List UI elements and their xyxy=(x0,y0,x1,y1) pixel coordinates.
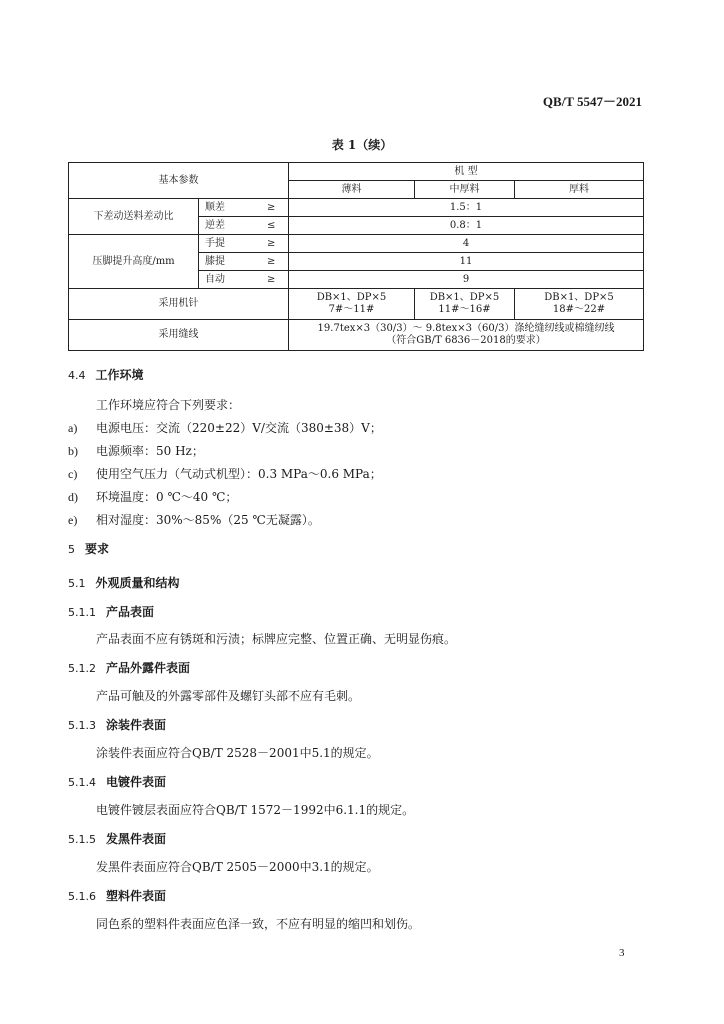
row-value: 0.8：1 xyxy=(289,217,644,235)
section-5-heading xyxy=(68,540,109,557)
section-number: 5.1.6 xyxy=(68,890,96,903)
list-item xyxy=(68,511,320,528)
section-title: 外观质量和结构 xyxy=(95,576,180,590)
row-group-label: 下差动送料差动比 xyxy=(69,199,199,235)
section-number: 5.1 xyxy=(68,577,86,590)
section-number: 5.1.2 xyxy=(68,662,96,675)
list-text: 环境温度：0 ℃～40 ℃； xyxy=(96,490,238,504)
section-number: 5 xyxy=(68,543,75,556)
spec-table xyxy=(68,162,644,351)
table-title: 表 1（续） xyxy=(331,138,393,152)
needle-line1: DB×1、DP×5 xyxy=(316,292,387,303)
section-title: 要求 xyxy=(85,542,110,556)
row-symbol: ≥ xyxy=(255,235,289,253)
col-header-medium: 中厚料 xyxy=(415,181,515,199)
needle-line1: DB×1、DP×5 xyxy=(429,292,500,303)
row-sub-label: 自动 xyxy=(199,271,255,289)
section-title: 塑料件表面 xyxy=(106,889,167,903)
section-number: 5.1.5 xyxy=(68,833,96,846)
list-item xyxy=(68,442,204,459)
subsection-heading xyxy=(68,603,154,620)
subsection-heading xyxy=(68,659,190,676)
list-item xyxy=(68,419,382,436)
subsection-text: 发黑件表面应符合QB/T 2505－2000中3.1的规定。 xyxy=(96,860,379,874)
thread-label: 采用缝线 xyxy=(69,320,289,351)
basic-params-header: 基本参数 xyxy=(69,163,289,199)
needle-line2: 18#～22# xyxy=(552,304,606,315)
section-title: 产品外露件表面 xyxy=(106,661,191,675)
row-symbol: ≤ xyxy=(255,217,289,235)
needle-label: 采用机针 xyxy=(69,289,289,320)
subsection-text: 涂装件表面应符合QB/T 2528－2001中5.1的规定。 xyxy=(96,746,379,760)
section-title: 发黑件表面 xyxy=(106,832,167,846)
section-number: 5.1.1 xyxy=(68,606,96,619)
subsection-text: 同色系的塑料件表面应色泽一致，不应有明显的缩凹和划伤。 xyxy=(96,917,421,931)
subsection-heading xyxy=(68,830,166,847)
row-sub-label: 顺差 xyxy=(199,199,255,217)
thread-cell xyxy=(289,320,644,351)
row-sub-label: 手提 xyxy=(199,235,255,253)
thread-line1: 19.7tex×3（30/3）～ 9.8tex×3（60/3）涤纶缝纫线或棉缝纫线 xyxy=(317,323,615,334)
needle-cell-medium xyxy=(415,289,515,320)
list-label: d) xyxy=(68,490,78,504)
list-text: 使用空气压力（气动式机型）：0.3 MPa～0.6 MPa； xyxy=(96,467,382,481)
list-label: a) xyxy=(68,421,78,435)
col-header-thick: 厚料 xyxy=(515,181,644,199)
subsection-heading xyxy=(68,716,166,733)
row-value: 9 xyxy=(289,271,644,289)
thread-line2: （符合GB/T 6836－2018的要求） xyxy=(386,335,546,346)
section-5-1-heading xyxy=(68,574,180,591)
row-value: 11 xyxy=(289,253,644,271)
row-sub-label: 逆差 xyxy=(199,217,255,235)
list-item xyxy=(68,488,237,505)
needle-cell-thin xyxy=(289,289,415,320)
subsection-text: 电镀件镀层表面应符合QB/T 1572－1992中6.1.1的规定。 xyxy=(96,803,415,817)
list-item xyxy=(68,465,382,482)
list-label: b) xyxy=(68,444,78,458)
section-title: 工作环境 xyxy=(95,368,144,382)
needle-line2: 7#～11# xyxy=(328,304,375,315)
needle-line1: DB×1、DP×5 xyxy=(544,292,614,303)
subsection-heading xyxy=(68,887,166,904)
row-symbol: ≥ xyxy=(255,253,289,271)
row-value: 1.5：1 xyxy=(289,199,644,217)
row-group-label: 压脚提升高度/mm xyxy=(69,235,199,289)
list-label: c) xyxy=(68,467,78,481)
section-4-4-intro: 工作环境应符合下列要求： xyxy=(96,398,241,412)
col-header-thin: 薄料 xyxy=(289,181,415,199)
section-title: 产品表面 xyxy=(106,605,155,619)
row-sub-label: 膝提 xyxy=(199,253,255,271)
subsection-text: 产品可触及的外露零部件及螺钉头部不应有毛刺。 xyxy=(96,689,361,703)
list-label: e) xyxy=(68,513,78,527)
section-4-4-heading xyxy=(68,366,144,383)
section-number: 5.1.3 xyxy=(68,719,96,732)
needle-line2: 11#～16# xyxy=(438,304,491,315)
section-number: 5.1.4 xyxy=(68,776,96,789)
needle-cell-thick xyxy=(515,289,644,320)
subsection-heading xyxy=(68,773,166,790)
row-symbol: ≥ xyxy=(255,271,289,289)
section-title: 电镀件表面 xyxy=(106,775,167,789)
standard-code: QB/T 5547－2021 xyxy=(542,94,642,109)
page-number: 3 xyxy=(619,947,625,959)
list-text: 相对湿度：30%～85%（25 ℃无凝露）。 xyxy=(96,513,320,527)
subsection-text: 产品表面不应有锈斑和污渍；标牌应完整、位置正确、无明显伤痕。 xyxy=(96,632,457,646)
list-text: 电源电压：交流（220±22）V/交流（380±38）V； xyxy=(96,421,382,435)
section-number: 4.4 xyxy=(68,369,86,382)
model-header: 机 型 xyxy=(289,163,644,181)
section-title: 涂装件表面 xyxy=(106,718,167,732)
row-symbol: ≥ xyxy=(255,199,289,217)
row-value: 4 xyxy=(289,235,644,253)
list-text: 电源频率：50 Hz； xyxy=(96,444,204,458)
